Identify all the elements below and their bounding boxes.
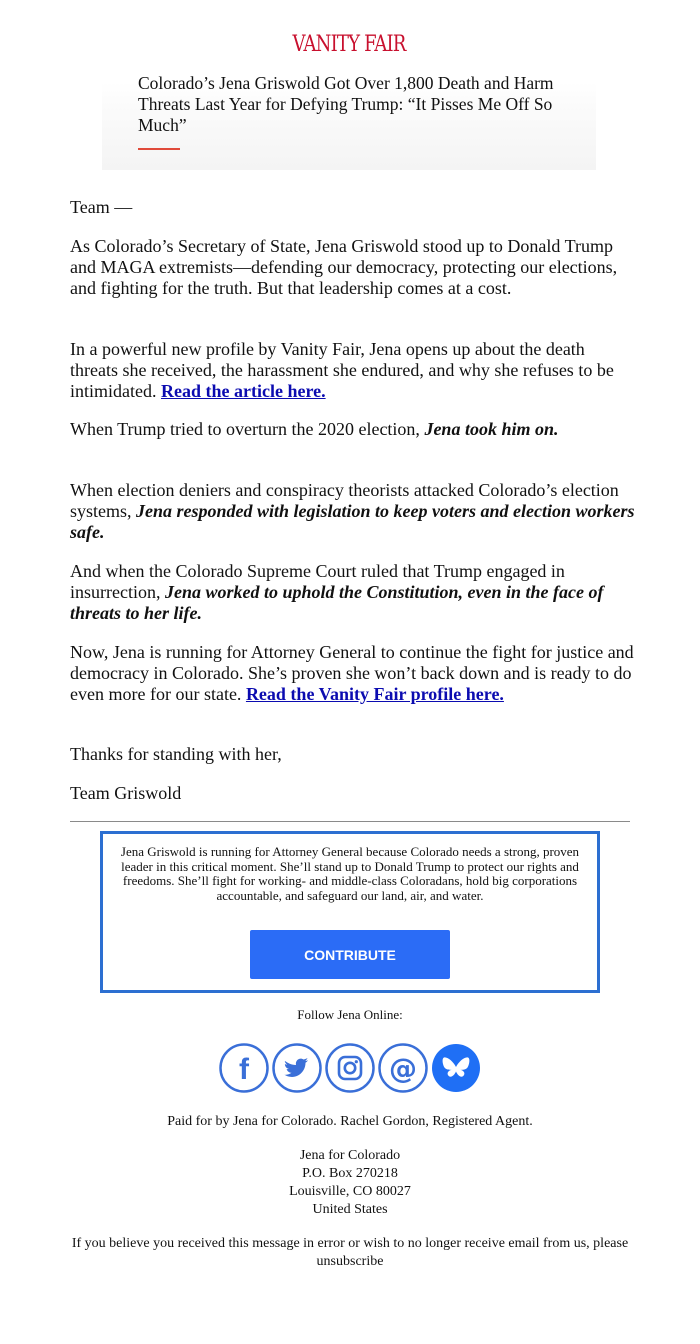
mailing-address — [0, 1147, 700, 1219]
address-org: Jena for Colorado — [299, 1148, 401, 1163]
headline-accent-rule — [138, 148, 180, 150]
paragraph-1 — [70, 236, 636, 299]
greeting — [70, 197, 636, 218]
unsubscribe-notice[interactable]: If you believe you received this message in error or wish to no longer receive email from us, please unsubscribe — [71, 1236, 629, 1269]
paragraph-5-text: And when the Colorado Supreme Court ruled that Trump engaged in insurrection, — [70, 561, 565, 602]
instagram-icon — [325, 1043, 375, 1093]
paragraph-6-text: Now, Jena is running for Attorney General to continue the fight for justice and democracy in Colorado. She’s proven she won’t back down and is ready to do even more for our state. — [70, 642, 634, 704]
paragraph-3-text: When Trump tried to overturn the 2020 election, — [70, 419, 420, 439]
closing-text: Thanks for standing with her, — [70, 744, 282, 764]
paragraph-4-text: When election deniers and conspiracy theorists attacked Colorado’s election systems, — [70, 480, 619, 521]
social-links — [219, 1043, 481, 1093]
address-country: United States — [312, 1202, 388, 1217]
section-divider — [70, 821, 630, 822]
paid-for-text: Paid for by Jena for Colorado. Rachel Gordon, Registered Agent. — [167, 1114, 533, 1129]
facebook-icon — [219, 1043, 269, 1093]
twitter-icon — [272, 1043, 322, 1093]
promo-box — [100, 831, 600, 993]
svg-text:f: f — [239, 1053, 249, 1086]
paragraph-2-text: In a powerful new profile by Vanity Fair, Jena opens up about the death threats she received, the harassment she endured, and why she refuses to be intimidated. — [70, 339, 614, 401]
bluesky-link[interactable] — [431, 1043, 481, 1093]
signature-text: Team Griswold — [70, 783, 182, 803]
contribute-button[interactable]: CONTRIBUTE — [250, 930, 450, 979]
threads-link[interactable] — [378, 1043, 428, 1093]
address-city: Louisville, CO 80027 — [289, 1184, 411, 1199]
paid-for-disclaimer — [0, 1113, 700, 1131]
follow-label: Follow Jena Online: — [297, 1007, 403, 1022]
bluesky-icon — [431, 1043, 481, 1093]
paragraph-3-emphasis: Jena took him on. — [424, 419, 559, 439]
paragraph-2 — [70, 339, 636, 402]
facebook-link[interactable] — [219, 1043, 269, 1093]
promo-text: Jena Griswold is running for Attorney General because Colorado needs a strong, proven leader in this critical moment. She’ll stand up to Donald Trump to protect our rights and freedoms. She’ll fight for working- and middle-class Coloradans, hold big corporations accountable, and safeguard our land, air, and water. — [120, 844, 580, 903]
read-profile-link[interactable]: Read the Vanity Fair profile here. — [245, 684, 504, 704]
vanity-fair-article-card[interactable] — [102, 28, 596, 170]
threads-icon — [378, 1043, 428, 1093]
address-po-box: P.O. Box 270218 — [302, 1166, 398, 1181]
greeting-text: Team — — [70, 197, 133, 217]
article-headline[interactable]: Colorado’s Jena Griswold Got Over 1,800 Death and Harm Threats Last Year for Defying Trump: “It Pisses Me Off So Much” — [138, 73, 554, 135]
paragraph-5-emphasis: Jena worked to uphold the Constitution, even in the face of threats to her life. — [70, 582, 604, 623]
vanity-fair-logo: VANITY FAIR — [292, 32, 406, 57]
paragraph-5 — [70, 561, 636, 624]
paragraph-6 — [70, 642, 636, 705]
instagram-link[interactable] — [325, 1043, 375, 1093]
paragraph-1-text: As Colorado’s Secretary of State, Jena Griswold stood up to Donald Trump and MAGA extremists—defending our democracy, protecting our elections, and fighting for the truth. But that leadership comes at a cost. — [70, 236, 618, 298]
paragraph-4-emphasis: Jena responded with legislation to keep voters and election workers safe. — [70, 501, 635, 542]
svg-text:@: @ — [389, 1052, 417, 1085]
paragraph-3 — [70, 419, 636, 440]
read-article-link[interactable]: Read the article here. — [160, 381, 326, 401]
twitter-link[interactable] — [272, 1043, 322, 1093]
closing — [70, 744, 636, 765]
paragraph-4 — [70, 480, 636, 543]
signature — [70, 783, 636, 804]
